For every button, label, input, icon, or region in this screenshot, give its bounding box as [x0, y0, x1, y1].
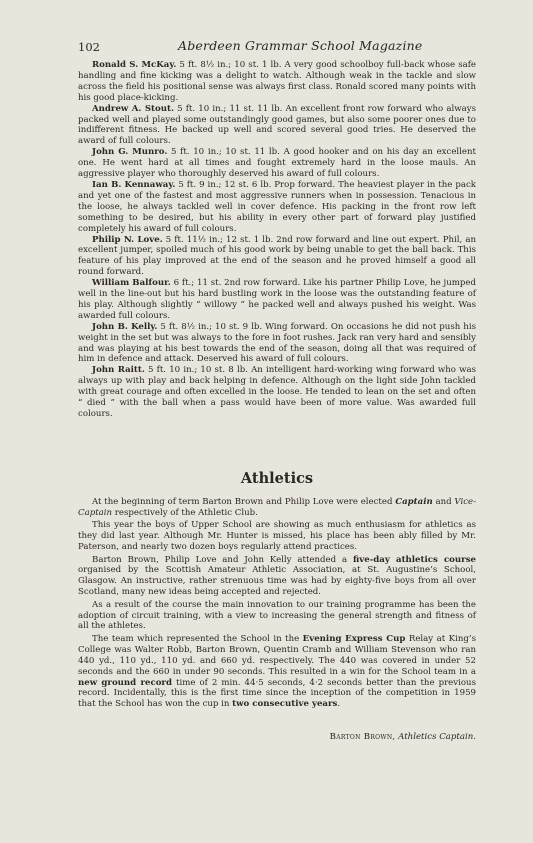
player-name: Philip N. Love. — [92, 234, 163, 245]
page-number: 102 — [78, 40, 100, 54]
bold-phrase: five-day athletics course — [353, 554, 476, 565]
paragraph — [78, 555, 476, 599]
text-run: organised by the Scottish Amateur Athletic Association, at St. Augustine’s School, Glasgow. An instructive, rather strenuous time was had by eighty-five boys from all over Scotland, many new ideas being accepted and rejected. — [78, 565, 476, 598]
article-signature — [78, 732, 476, 742]
page-header — [78, 38, 476, 56]
athletics-article — [78, 497, 476, 712]
player-description: 5 ft. 10 in.; 10 st. 8 lb. An intelligent hard-working wing forward who was always up with play and back helping in defence. Although on the light side John tackled with great courage and often excelled in the loose. He tended to lean on the set and often “ died ” with the ball when a pass would have been of more value. Was awarded full colours. — [78, 365, 477, 419]
player-description: 5 ft. 8½ in.; 10 st. 9 lb. Wing forward. On occasions he did not push his weight in the set but was always to the fore in foot rushes. Jack ran very hard and sensibly and was playing at his best towards the end of the season, doing all that was required of him in defence and attack. Deserved his award of full colours. — [78, 321, 476, 365]
paragraph — [78, 497, 476, 519]
captain-title: Captain — [395, 497, 433, 507]
player-description: 5 ft. 10 in.; 10 st. 11 lb. A good hooker and on his day an excellent one. He went hard at all times and fought extremely hard in the loose mauls. An aggressive player who thoroughly deserved his award of full colours. — [78, 147, 476, 180]
player-name: John Raitt. — [92, 365, 145, 376]
player-description: 5 ft. 8½ in.; 10 st. 1 lb. A very good schoolboy full-back whose safe handling and fine kicking was a delight to watch. Although weak in the tackle and slow across the field his positional sense was always first class. Ronald scored many points with his good place-kicking. — [78, 60, 477, 103]
bold-phrase: two consecutive years — [232, 699, 338, 710]
text-run: At the beginning of term Barton Brown and Philip Love were elected — [92, 497, 396, 507]
paragraph — [78, 634, 476, 710]
author-name: Barton Brown, — [329, 732, 396, 742]
player-entry — [78, 180, 476, 235]
player-entry — [78, 147, 476, 180]
text-run: respectively of the Athletic Club. — [112, 507, 258, 518]
text-run: Relay at King’s College was Walter Robb, Barton Brown, Quentin Cramb and William Stevenson who ran 440 yd., 110 yd., 110 yd. and 660 yd. respectively. The 440 was covered in under 52 seconds and the 660 in under 90 seconds. This resulted in a win for the School team in a — [78, 633, 477, 677]
bold-phrase: new ground record — [78, 677, 172, 688]
player-name: Ian B. Kennaway. — [92, 179, 176, 190]
author-role: Athletics Captain. — [398, 732, 476, 742]
player-description: 5 ft. 10 in.; 11 st. 11 lb. An excellent front row forward who always packed well and played some outstandingly good games, but also some poorer ones due to indifferent fitness. He backed up well and scored several good tries. He deserved the award of full colours. — [78, 103, 476, 147]
text-run: time of 2 min. 44·5 seconds, 4·2 seconds better than the previous record. Incidentally, this is the first time since the inception of the competition in 1959 that the School has won the cup in — [78, 677, 476, 710]
text-run: . — [337, 699, 341, 710]
vice-captain-title: Vice-Captain — [78, 497, 476, 518]
magazine-title: Aberdeen Grammar School Magazine — [178, 38, 423, 53]
player-description: 5 ft. 9 in.; 12 st. 6 lb. Prop forward. The heaviest player in the pack and yet one of the fastest and most aggressive runners when in possession. Tenacious in the loose, he always tackled well in cover defence. His packing in the front row left something to be desired, but his ability in every other part of forward play justified completely his award of full colours. — [78, 179, 476, 234]
player-entry — [78, 235, 476, 279]
player-entry — [78, 365, 476, 420]
player-entry — [78, 322, 476, 366]
text-run: The team which represented the School in the — [92, 633, 303, 644]
section-title: Athletics — [240, 470, 314, 487]
player-name: John G. Munro. — [92, 147, 168, 158]
player-name: William Balfour. — [92, 278, 171, 289]
text-run: Barton Brown, Philip Love and John Kelly attended a — [92, 554, 354, 565]
player-description: 6 ft.; 11 st. 2nd row forward. Like his partner Philip Love, he jumped well in the line-out but his hard bustling work in the loose was the outstanding feature of his play. Although slightly “ willowy ” he packed well and always pushed his weight. Was awarded full colours. — [78, 278, 476, 321]
player-name: Ronald S. McKay. — [92, 60, 177, 70]
player-entry — [78, 104, 476, 148]
paragraph: This year the boys of Upper School are showing as much enthusiasm for athletics as they did last year. Although Mr. Hunter is missed, his place has been ably filled by Mr. Paterson, and nearly two dozen boys regularly attend practices. — [78, 520, 476, 553]
player-name: Andrew A. Stout. — [92, 103, 174, 114]
bold-phrase: Evening Express Cup — [302, 633, 406, 644]
text-run: and — [432, 497, 455, 507]
player-entry — [78, 60, 476, 104]
paragraph: As a result of the course the main innovation to our training programme has been the adoption of circuit training, with a view to increasing the general strength and fitness of all the athletes. — [78, 599, 476, 632]
player-profiles — [78, 60, 476, 420]
player-entry — [78, 278, 476, 322]
player-name: John B. Kelly. — [92, 321, 158, 332]
player-description: 5 ft. 11½ in.; 12 st. 1 lb. 2nd row forward and line out expert. Phil, an excellent jumper, spoiled much of his good work by being unable to get the ball back. This feature of his play improved at the end of the season and he proved himself a good all round forward. — [78, 234, 476, 278]
